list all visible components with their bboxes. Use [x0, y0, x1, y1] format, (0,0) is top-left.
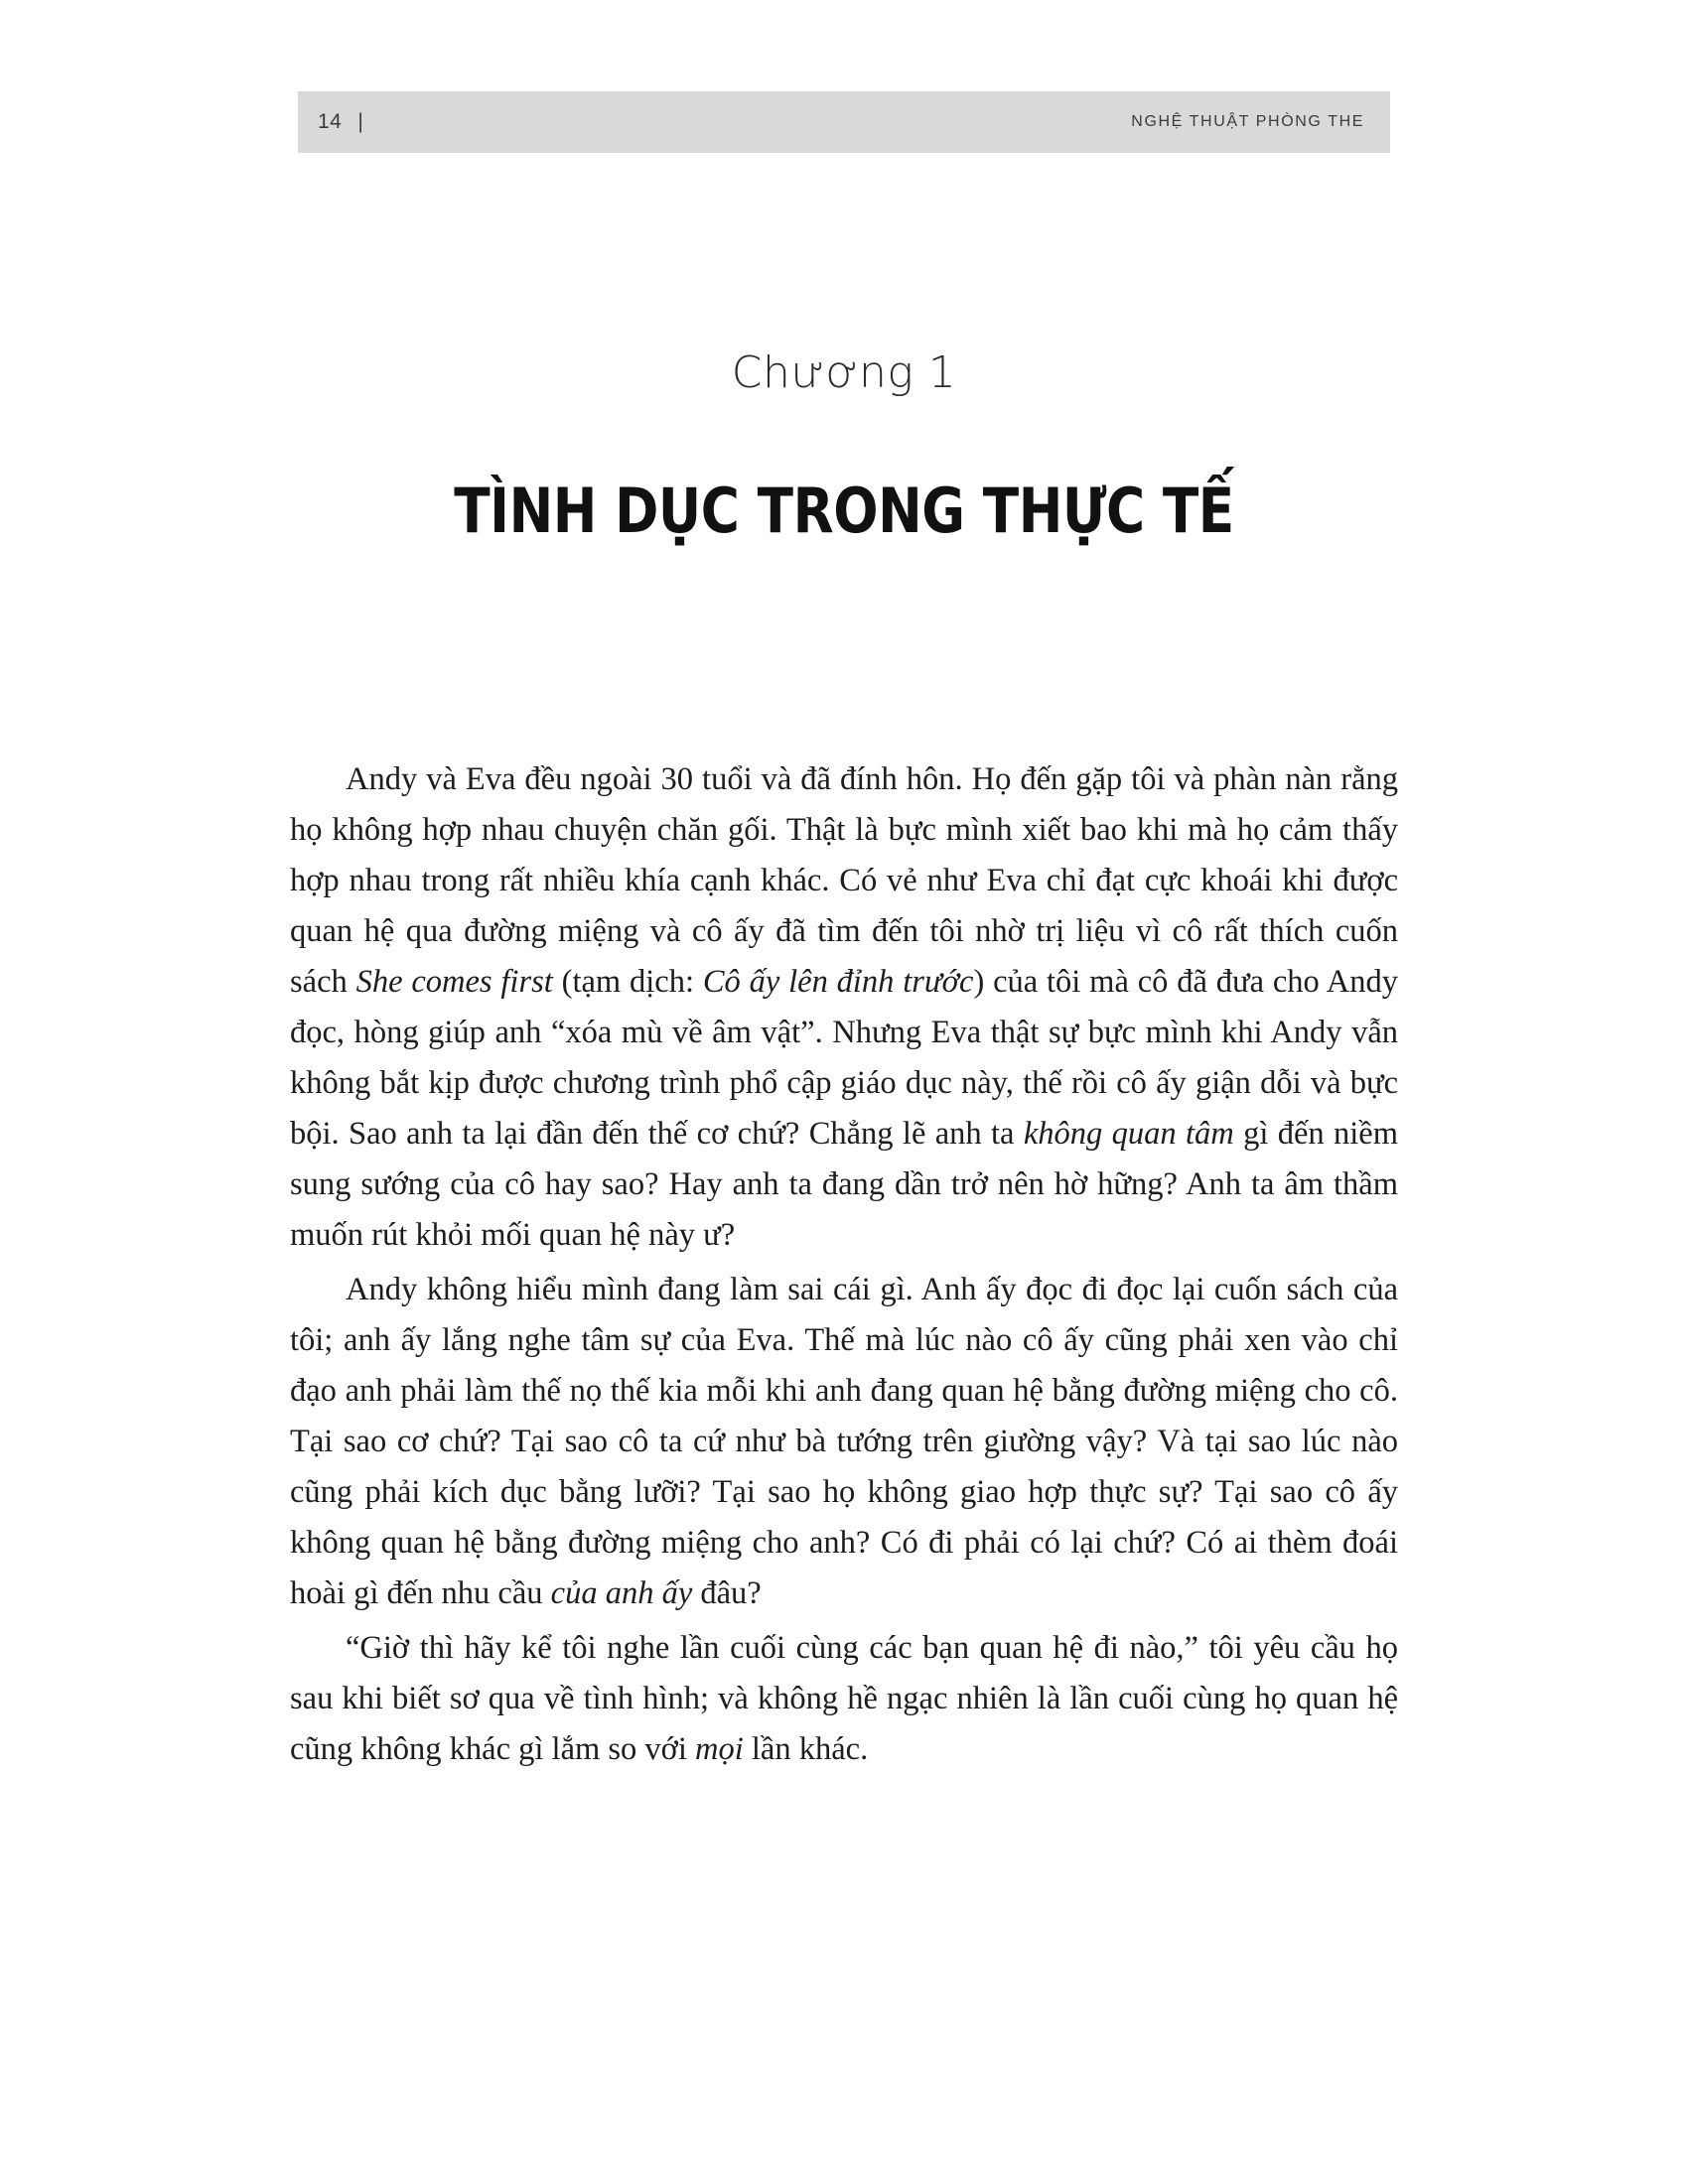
- book-title: NGHỆ THUẬT PHÒNG THE: [1131, 113, 1364, 130]
- p3-italic-1: mọi: [695, 1731, 744, 1767]
- p1-run-4: gì đến niềm sung sướng của cô hay sao? Hay anh ta đang dần trở nên hờ hững? Anh ta âm thầm muốn rút khỏi mối quan hệ này ư?: [290, 1116, 1398, 1253]
- paragraph-1: [290, 754, 1398, 1261]
- p2-run-2: đâu?: [692, 1575, 762, 1611]
- p2-run-1: Andy không hiểu mình đang làm sai cái gì. Anh ấy đọc đi đọc lại cuốn sách của tôi; anh ấy lắng nghe tâm sự của Eva. Thế mà lúc nào cô ấy cũng phải xen vào chỉ đạo anh phải làm thế nọ thế kia mỗi khi anh đang quan hệ bằng đường miệng cho cô. Tại sao cơ chứ? Tại sao cô ta cứ như bà tướng trên giường vậy? Và tại sao lúc nào cũng phải kích dục bằng lưỡi? Tại sao họ không giao hợp thực sự? Tại sao cô ấy không quan hệ bằng đường miệng cho anh? Có đi phải có lại chứ? Có ai thèm đoái hoài gì đến nhu cầu: [290, 1272, 1398, 1611]
- p1-italic-3: không quan tâm: [1023, 1116, 1234, 1152]
- p2-italic-1: của anh ấy: [550, 1575, 693, 1611]
- chapter-label: Chương 1: [731, 347, 957, 398]
- p1-run-1: Andy và Eva đều ngoài 30 tuổi và đã đính hôn. Họ đến gặp tôi và phàn nàn rằng họ không hợp nhau chuyện chăn gối. Thật là bực mình xiết bao khi mà họ cảm thấy hợp nhau trong rất nhiều khía cạnh khác. Có vẻ như Eva chỉ đạt cực khoái khi được quan hệ qua đường miệng và cô ấy đã tìm đến tôi nhờ trị liệu vì cô rất thích cuốn sách: [290, 761, 1398, 1000]
- p1-run-3: ) của tôi mà cô đã đưa cho Andy đọc, hòng giúp anh “xóa mù về âm vật”. Nhưng Eva thật sự bực mình khi Andy vẫn không bắt kịp được chương trình phổ cập giáo dục này, thế rồi cô ấy giận dỗi và bực bội. Sao anh ta lại đần đến thế cơ chứ? Chẳng lẽ anh ta: [290, 964, 1399, 1152]
- running-header: [298, 91, 1390, 153]
- folio-separator: |: [357, 110, 363, 133]
- paragraph-2: [290, 1265, 1398, 1619]
- p1-run-2: (tạm dịch:: [552, 964, 703, 1000]
- p1-italic-1: She comes first: [355, 964, 553, 1000]
- p3-run-2: lần khác.: [743, 1731, 869, 1767]
- paragraph-3: [290, 1623, 1398, 1775]
- p3-run-1: “Giờ thì hãy kể tôi nghe lần cuối cùng các bạn quan hệ đi nào,” tôi yêu cầu họ sau khi biết sơ qua về tình hình; và không hề ngạc nhiên là lần cuối cùng họ quan hệ cũng không khác gì lắm so với: [290, 1630, 1398, 1767]
- body-text: [290, 754, 1398, 1775]
- page-number: 14: [318, 110, 343, 133]
- p1-italic-2: Cô ấy lên đỉnh trước: [702, 964, 974, 1000]
- chapter-title: TÌNH DỤC TRONG THỰC TẾ: [454, 475, 1234, 547]
